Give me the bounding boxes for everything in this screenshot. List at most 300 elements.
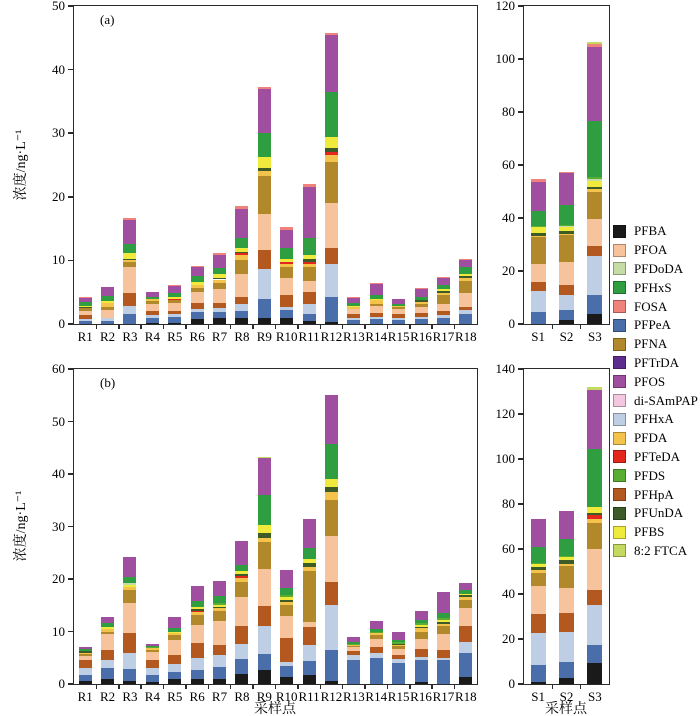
bar-segment-PFDS xyxy=(531,563,546,564)
bar-segment-PFHxS xyxy=(258,133,271,157)
bar-segment-PFBA xyxy=(280,318,293,324)
x-tick xyxy=(140,684,142,689)
x-tick xyxy=(230,324,232,329)
bar-segment-PFHxS xyxy=(101,296,114,301)
bar-segment-FOSA xyxy=(123,218,136,219)
bar-segment-PFHpA xyxy=(191,303,204,309)
bar-segment-PFHpA xyxy=(235,626,248,643)
bar-segment-PFHxS xyxy=(235,238,248,248)
y-tick xyxy=(518,217,524,219)
bar-segment-PFNA xyxy=(303,267,316,281)
legend-label: PFTeDA xyxy=(634,448,681,464)
legend-label: PFDoDA xyxy=(634,260,684,276)
y-tick xyxy=(68,132,74,134)
x-category-label: R17 xyxy=(432,689,455,704)
bar-segment-PFBA xyxy=(123,681,136,684)
bar-segment-PFPeA xyxy=(303,314,316,321)
bar-segment-PFBS xyxy=(437,620,450,622)
bar-segment-PFHpA xyxy=(280,638,293,662)
legend-label: PFUnDA xyxy=(634,505,684,521)
legend-swatch-icon xyxy=(613,488,626,501)
bar-segment-PFOA xyxy=(146,304,159,311)
bar-segment-PFOS xyxy=(168,617,181,628)
bar-segment-PFOS xyxy=(347,637,360,642)
y-tick-label: 30 xyxy=(52,518,65,534)
stacked-bar-S2 xyxy=(559,172,574,324)
bar-segment-PFPeA xyxy=(280,666,293,678)
x-category-label: R2 xyxy=(99,329,116,344)
panel-b-main-chart xyxy=(52,361,478,704)
bar-segment-PFHxA xyxy=(437,658,450,661)
bar-segment-PFHxS xyxy=(531,547,546,563)
bar-segment-PFUnDA xyxy=(559,231,574,234)
bar-segment-PFOA xyxy=(587,549,602,590)
bar-segment-PFBS xyxy=(101,627,114,629)
stacked-bar-R12 xyxy=(325,33,338,324)
x-category-label: R8 xyxy=(234,689,250,704)
bar-segment-PFPeA xyxy=(258,654,271,671)
y-tick-label: 0 xyxy=(508,676,515,691)
bar-segment-PFOA xyxy=(280,616,293,639)
bar-segment-PFHpA xyxy=(258,250,271,268)
bar-segment-PFHpA xyxy=(235,297,248,305)
bar-segment-PFPeA xyxy=(347,660,360,684)
bar-segment-PFHxA xyxy=(415,657,428,660)
bar-segment-PFHpA xyxy=(559,613,574,632)
bar-segment-PFUnDA xyxy=(325,148,338,151)
bar-segment-PFPeA xyxy=(559,310,574,320)
bar-segment-PFHxS xyxy=(213,596,226,603)
bar-segment-PFDA xyxy=(459,597,472,600)
bar-segment-PFHxA xyxy=(101,660,114,668)
bar-segment-PFBS xyxy=(168,632,181,634)
bar-segment-PFHpA xyxy=(146,311,159,315)
bar-segment-PFPeA xyxy=(325,650,338,682)
bar-segment-PFHxS xyxy=(437,285,450,289)
bar-segment-PFBA xyxy=(325,322,338,324)
bar-segment-PFOS xyxy=(235,209,248,238)
bar-segment-PFNA xyxy=(235,582,248,598)
bar-segment-PFPeA xyxy=(531,665,546,682)
bar-segment-PFHxS xyxy=(347,303,360,306)
bar-segment-PFHxA xyxy=(303,645,316,662)
bar-segment-PFOA xyxy=(531,264,546,282)
bar-segment-PFHxA xyxy=(280,307,293,310)
bar-segment-PFBS xyxy=(213,605,226,607)
bar-segment-PFHpA xyxy=(392,655,405,659)
bar-segment-PFHxA xyxy=(123,306,136,314)
y-tick xyxy=(518,683,524,685)
bar-segment-PFDA xyxy=(587,189,602,192)
legend-label: PFOS xyxy=(634,373,666,389)
bar-segment-PFHpA xyxy=(213,645,226,656)
bar-segment-PFHxA xyxy=(415,317,428,319)
bar-segment-PFHpA xyxy=(437,650,450,658)
bar-segment-PFNA xyxy=(531,573,546,587)
bar-segment-PFDA xyxy=(101,303,114,307)
legend-item xyxy=(613,523,698,542)
bar-segment-PFOA xyxy=(280,278,293,295)
bar-segment-PFBS xyxy=(79,306,92,307)
bar-segment-PFPeA xyxy=(235,311,248,318)
stacked-bar-R16 xyxy=(415,611,428,685)
legend-item xyxy=(613,354,698,373)
bar-segment-PFBA xyxy=(303,321,316,324)
bar-segment-PFHxS xyxy=(258,495,271,525)
y-tick-label: 0 xyxy=(58,316,65,331)
stacked-bar-R6 xyxy=(191,586,204,684)
bar-segment-PFHxA xyxy=(325,264,338,298)
bar-segment-PFHpA xyxy=(303,627,316,644)
bar-segment-PFHxS xyxy=(437,613,450,618)
bar-segment-PFOA xyxy=(392,649,405,654)
bar-segment-PFTeDA xyxy=(235,253,248,254)
bar-segment-PFHxS xyxy=(459,590,472,594)
legend-swatch-icon xyxy=(613,356,626,369)
x-tick xyxy=(580,684,582,689)
x-tick xyxy=(252,684,254,689)
x-category-label: R13 xyxy=(343,689,365,704)
bar-segment-PFHxS xyxy=(280,248,293,259)
panel-a-letter: (a) xyxy=(100,12,115,27)
bar-segment-PFOA xyxy=(79,656,92,660)
bar-segment-PFOA xyxy=(559,262,574,285)
legend-item xyxy=(613,372,698,391)
bar-segment-PFDoDA xyxy=(587,179,602,181)
bar-segment-PFNA xyxy=(437,626,450,634)
x-category-label: R16 xyxy=(410,689,432,704)
y-tick xyxy=(518,58,524,60)
y-tick-label: 80 xyxy=(502,496,515,511)
legend-item xyxy=(613,335,698,354)
bar-segment-PFOS xyxy=(559,511,574,539)
stacked-bar-R15 xyxy=(392,299,405,324)
stacked-bar-R9 xyxy=(258,87,271,324)
bar-segment-PFHxS xyxy=(123,577,136,583)
y-tick-label: 140 xyxy=(495,361,515,376)
bar-segment-PFHpA xyxy=(437,311,450,315)
bar-segment-PFOS xyxy=(79,647,92,649)
stacked-bar-R13 xyxy=(347,637,360,684)
bar-segment-PFOA xyxy=(191,625,204,643)
bar-segment-PFPeA xyxy=(459,314,472,324)
legend-label: PFHxA xyxy=(634,411,674,427)
bar-segment-PFHxS xyxy=(101,623,114,628)
bar-segment-PFHxA xyxy=(101,318,114,321)
bar-segment-PFHxS xyxy=(191,276,204,282)
y-tick-label: 120 xyxy=(495,406,515,421)
bar-segment-PFNA xyxy=(168,635,181,640)
bar-segment-PFDoDA xyxy=(559,226,574,227)
bar-segment-PFBA xyxy=(235,318,248,324)
bar-segment-PFHxS xyxy=(559,205,574,225)
bar-segment-PFNA xyxy=(392,307,405,309)
stacked-bar-S3 xyxy=(587,42,602,324)
bar-segment-PFOS xyxy=(168,285,181,293)
bar-segment-PFUnDA xyxy=(303,259,316,262)
bar-segment-PFOA xyxy=(258,214,271,250)
bar-segment-PFNA xyxy=(213,611,226,621)
bar-segment-PFHxA xyxy=(392,318,405,320)
stacked-bar-R9 xyxy=(258,457,271,684)
x-tick xyxy=(96,324,98,329)
bar-segment-PFUnDA xyxy=(415,300,428,301)
bar-segment-PFHxS xyxy=(459,267,472,274)
x-category-label: R1 xyxy=(77,329,93,344)
bar-segment-PFHxA xyxy=(258,269,271,300)
bar-segment-PFOA xyxy=(258,569,271,607)
x-tick xyxy=(185,324,187,329)
bar-segment-PFNA xyxy=(303,571,316,622)
bar-segment-PFNA xyxy=(531,237,546,264)
bar-segment-PFDA xyxy=(213,608,226,611)
bar-segment-PFBS xyxy=(280,259,293,262)
bar-segment-PFHxA xyxy=(587,256,602,295)
x-category-label: R12 xyxy=(320,689,343,704)
bar-segment-PFHxA xyxy=(392,659,405,663)
panel-b-letter: (b) xyxy=(100,375,116,390)
bar-segment-PFDS xyxy=(347,644,360,645)
bar-segment-PFBA xyxy=(415,682,428,684)
legend-label: PFPeA xyxy=(634,317,671,333)
bar-segment-PFOS xyxy=(325,35,338,92)
stacked-bar-R10 xyxy=(280,570,293,684)
bar-segment-PFOA xyxy=(392,309,405,314)
bar-segment-PFPeA xyxy=(213,667,226,679)
bar-segment-PFDA xyxy=(392,306,405,308)
y-tick-label: 20 xyxy=(52,188,65,204)
bar-segment-PFBS xyxy=(235,571,248,574)
x-category-label: R3 xyxy=(122,329,138,344)
legend-swatch-icon xyxy=(613,469,626,482)
legend-swatch-icon xyxy=(613,225,626,238)
bar-segment-PFDA xyxy=(559,234,574,235)
bar-segment-PFPeA xyxy=(437,660,450,684)
y-tick-label: 60 xyxy=(502,541,515,556)
x-category-label: R18 xyxy=(454,329,477,344)
bar-segment-PFNA xyxy=(587,523,602,549)
bar-segment-PFHpA xyxy=(347,314,360,317)
bar-segment-FOSA xyxy=(213,253,226,255)
bar-segment-PFDA xyxy=(559,564,574,566)
bar-segment-PFHxA xyxy=(146,315,159,318)
bar-segment-PFOS xyxy=(191,586,204,601)
x-category-label: S2 xyxy=(559,329,574,344)
legend-item xyxy=(613,297,698,316)
bar-segment-PFOS xyxy=(392,299,405,303)
bar-segment-PFHpA xyxy=(587,590,602,606)
bar-segment-PFTeDA xyxy=(587,515,602,518)
bar-segment-PFHpA xyxy=(79,315,92,319)
bar-segment-PFBA xyxy=(531,682,546,684)
bar-segment-PFTeDA xyxy=(191,611,204,612)
stacked-bar-S2 xyxy=(559,511,574,684)
panel-a-main-chart xyxy=(52,0,478,344)
bar-segment-PFNA xyxy=(79,654,92,656)
y-tick xyxy=(68,260,74,262)
y-tick-label: 20 xyxy=(52,571,65,586)
bar-segment-PFBA xyxy=(235,674,248,685)
x-category-label: R15 xyxy=(387,329,410,344)
bar-segment-PFOA xyxy=(325,536,338,581)
legend-item xyxy=(613,241,698,260)
bar-segment-PFDA xyxy=(168,633,181,635)
bar-segment-PFHxS xyxy=(213,268,226,274)
stacked-bar-R18 xyxy=(459,259,472,325)
bar-segment-PFOA xyxy=(531,586,546,614)
legend-label: PFDS xyxy=(634,467,666,483)
bar-segment-PFBA xyxy=(303,675,316,684)
bar-segment-FOSA xyxy=(191,266,204,267)
bar-segment-PFHxA xyxy=(559,632,574,661)
bar-segment-FOSA xyxy=(587,44,602,47)
legend-label: 8:2 FTCA xyxy=(634,542,688,558)
bar-segment-PFBS xyxy=(559,557,574,560)
bar-segment-PFBS xyxy=(437,289,450,291)
x-category-label: R17 xyxy=(432,329,455,344)
x-category-label: R11 xyxy=(298,329,320,344)
bar-segment-PFNA xyxy=(146,301,159,304)
stacked-bar-R5 xyxy=(168,617,181,684)
bar-segment-PFBA xyxy=(587,314,602,324)
bar-segment-PFHxA xyxy=(347,655,360,660)
bar-segment-PFHpA xyxy=(347,651,360,655)
x-tick xyxy=(252,324,254,329)
bar-segment-PFHxS xyxy=(168,628,181,632)
y-tick xyxy=(68,368,74,370)
bar-segment-PFBS xyxy=(191,282,204,285)
stacked-bar-R3 xyxy=(123,557,136,684)
bar-segment-PFHxA xyxy=(531,633,546,665)
y-tick-label: 50 xyxy=(52,0,65,13)
bar-segment-PFNA xyxy=(101,632,114,635)
x-tick xyxy=(552,324,554,329)
bar-segment-PFOA xyxy=(123,603,136,633)
bar-segment-FOSA xyxy=(459,259,472,260)
legend-item xyxy=(613,410,698,429)
bar-segment-PFNA xyxy=(235,260,248,275)
bar-segment-PFHxS xyxy=(415,297,428,301)
bar-segment-PFNA xyxy=(79,307,92,310)
bar-segment-PFPeA xyxy=(191,670,204,679)
bar-segment-PFOA xyxy=(101,310,114,318)
bar-segment-PFNA xyxy=(191,615,204,625)
bar-segment-PFOA xyxy=(303,622,316,627)
bar-segment-PFPeA xyxy=(370,658,383,684)
bar-segment-PFOS xyxy=(123,557,136,577)
bar-segment-PFOS xyxy=(146,292,159,296)
bar-segment-PFBS xyxy=(280,597,293,600)
stacked-bar-R4 xyxy=(146,292,159,324)
x-category-label: R8 xyxy=(234,329,250,344)
x-category-label: R14 xyxy=(365,329,388,344)
bar-segment-PFNA xyxy=(325,162,338,203)
bar-segment-PFDA xyxy=(235,578,248,582)
bar-segment-PFHpA xyxy=(168,655,181,664)
stacked-bar-R16 xyxy=(415,288,428,324)
bar-segment-PFOA xyxy=(213,621,226,645)
bar-segment-PFPeA xyxy=(325,297,338,322)
bar-segment-PFPeA xyxy=(347,320,360,324)
bar-segment-PFBA xyxy=(459,677,472,684)
bar-segment-PFBS xyxy=(123,585,136,587)
bar-segment-PFUnDA xyxy=(437,291,450,293)
bar-segment-PFHxA xyxy=(191,658,204,670)
bar-segment-PFBA xyxy=(101,679,114,684)
bar-segment-PFHxS xyxy=(392,640,405,642)
bar-segment-PFBS xyxy=(325,479,338,487)
y-tick xyxy=(518,111,524,113)
bar-segment-PFHxS xyxy=(191,601,204,607)
bar-segment-PFBS xyxy=(303,559,316,563)
x-category-label: R10 xyxy=(275,329,298,344)
bar-segment-PFDS xyxy=(587,177,602,180)
bar-segment-FOSA xyxy=(325,33,338,34)
x-tick xyxy=(230,684,232,689)
x-category-label: R3 xyxy=(122,689,138,704)
bar-segment-PFHxA xyxy=(325,605,338,650)
bar-segment-PFUnDA xyxy=(531,233,546,236)
y-tick-label: 60 xyxy=(502,157,515,172)
bar-segment-PFUnDA xyxy=(213,278,226,280)
y-tick-label: 60 xyxy=(52,361,65,376)
bar-segment-PFPeA xyxy=(101,668,114,679)
bar-segment-PFDA xyxy=(531,236,546,237)
legend-label: FOSA xyxy=(634,298,668,314)
bar-segment-PFPeA xyxy=(303,661,316,674)
bar-segment-PFNA xyxy=(258,176,271,214)
bar-segment-PFOS xyxy=(587,390,602,450)
y-tick-label: 40 xyxy=(502,210,515,225)
stacked-bar-R1 xyxy=(79,297,92,324)
bar-segment-FOSA xyxy=(370,283,383,284)
bar-segment-PFNA xyxy=(123,590,136,603)
bar-segment-PFDS xyxy=(415,623,428,625)
stacked-bar-R8 xyxy=(235,541,248,684)
bar-segment-PFOS xyxy=(235,541,248,565)
bar-segment-PFBS xyxy=(303,255,316,259)
y-tick-label: 80 xyxy=(502,104,515,119)
legend-swatch-icon xyxy=(613,338,626,351)
legend-label: PFTrDA xyxy=(634,354,680,370)
y-tick xyxy=(68,421,74,423)
bar-segment-PFOA xyxy=(459,293,472,306)
bar-segment-PFOA xyxy=(123,267,136,293)
legend-label: PFNA xyxy=(634,336,668,352)
bar-segment-PFBA xyxy=(191,319,204,324)
bar-segment-PFDA xyxy=(459,278,472,281)
legend-item xyxy=(613,260,698,279)
bar-segment-PFBS xyxy=(168,297,181,299)
bar-segment-PFTeDA xyxy=(325,152,338,156)
bar-segment-PFOS xyxy=(123,220,136,244)
bar-segment-PFTeDA xyxy=(280,262,293,264)
bar-segment-PFBS xyxy=(235,248,248,252)
legend-item xyxy=(613,485,698,504)
bar-segment-PFDA xyxy=(415,628,428,631)
bar-segment-PFOA xyxy=(79,311,92,315)
legend-item xyxy=(613,466,698,485)
legend-swatch-icon xyxy=(613,319,626,332)
bar-segment-PFUnDA xyxy=(258,533,271,538)
bar-segment-PFOS xyxy=(325,395,338,443)
bar-segment-PFOS xyxy=(415,611,428,620)
x-tick xyxy=(163,684,165,689)
bar-segment-PFHxS xyxy=(325,444,338,479)
bar-segment-PFHpA xyxy=(531,614,546,633)
bar-segment-PFOA xyxy=(168,303,181,311)
bar-segment-PFPeA xyxy=(258,299,271,317)
